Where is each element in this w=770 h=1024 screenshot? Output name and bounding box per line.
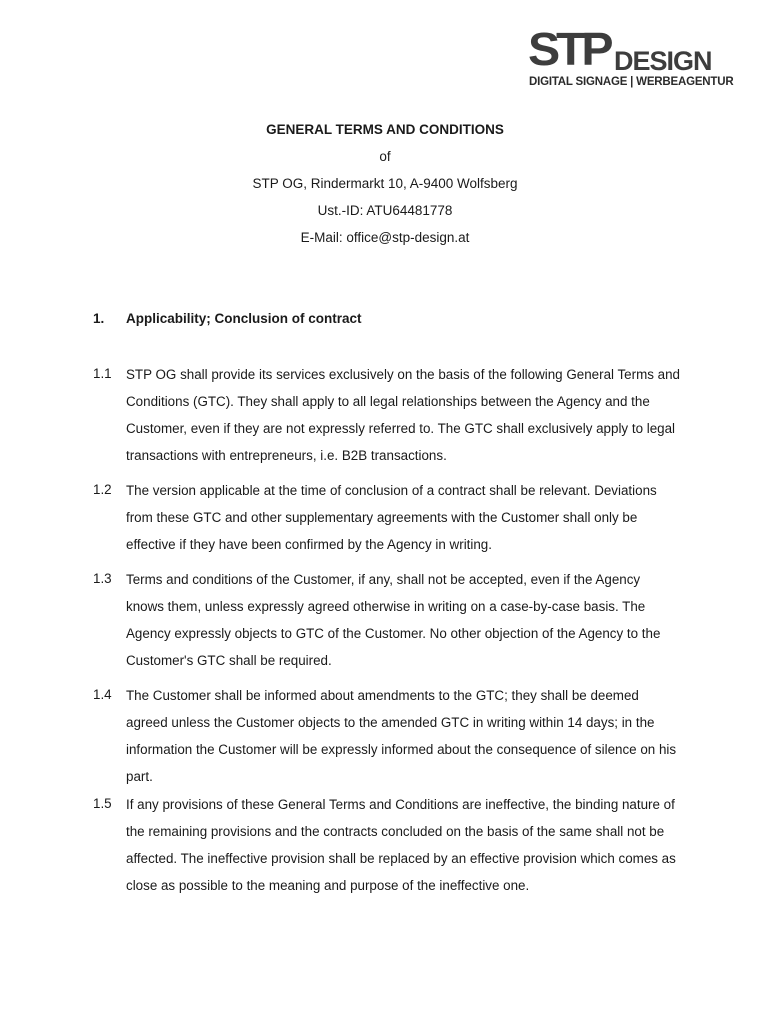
clause-number: 1.1 <box>93 366 112 381</box>
document-title: GENERAL TERMS AND CONDITIONS <box>266 122 504 137</box>
company-logo <box>528 23 734 90</box>
clause-number: 1.3 <box>93 571 112 586</box>
vat-id: Ust.-ID: ATU64481778 <box>317 203 453 218</box>
logo-mark: STP <box>528 23 610 75</box>
header-of: of <box>379 149 391 164</box>
clause-text: The Customer shall be informed about amendments to the GTC; they shall be deemed agreed unless the Customer objects to the amended GTC in writing within 14 days; in the information the Customer will be expressly informed about the consequence of silence on his part. <box>126 687 677 785</box>
document-header <box>0 121 770 256</box>
clause-text: The version applicable at the time of conclusion of a contract shall be relevant. Deviations from these GTC and other supplementary agreements with the Customer shall only be effective if they have been confirmed by the Agency in writing. <box>126 482 657 553</box>
clause-number: 1.5 <box>93 796 112 811</box>
clause-number: 1.4 <box>93 687 112 702</box>
clause-text: If any provisions of these General Terms and Conditions are ineffective, the binding nature of the remaining provisions and the contracts concluded on the basis of the same shall not be affected. The ineffective provision shall be replaced by an effective provision which comes as close as possible to the meaning and purpose of the ineffective one. <box>126 796 676 894</box>
clause-text: STP OG shall provide its services exclusively on the basis of the following General Terms and Conditions (GTC). They shall apply to all legal relationships between the Agency and the Customer, even if they are not expressly referred to. The GTC shall exclusively apply to legal transactions with entrepreneurs, i.e. B2B transactions. <box>126 366 680 464</box>
contact-email: E-Mail: office@stp-design.at <box>300 230 470 245</box>
section-title: Applicability; Conclusion of contract <box>126 311 362 326</box>
logo-tagline: DIGITAL SIGNAGE | WERBEAGENTUR <box>529 76 734 88</box>
logo-word: DESIGN <box>614 46 712 76</box>
company-address: STP OG, Rindermarkt 10, A-9400 Wolfsberg <box>252 176 518 191</box>
clause-text: Terms and conditions of the Customer, if any, shall not be accepted, even if the Agency knows them, unless expressly agreed otherwise in writing on a case-by-case basis. The Agency expressly objects to GTC of the Customer. No other objection of the Agency to the Customer's GTC shall be required. <box>126 571 661 669</box>
section-number: 1. <box>93 311 105 326</box>
clause-number: 1.2 <box>93 482 112 497</box>
